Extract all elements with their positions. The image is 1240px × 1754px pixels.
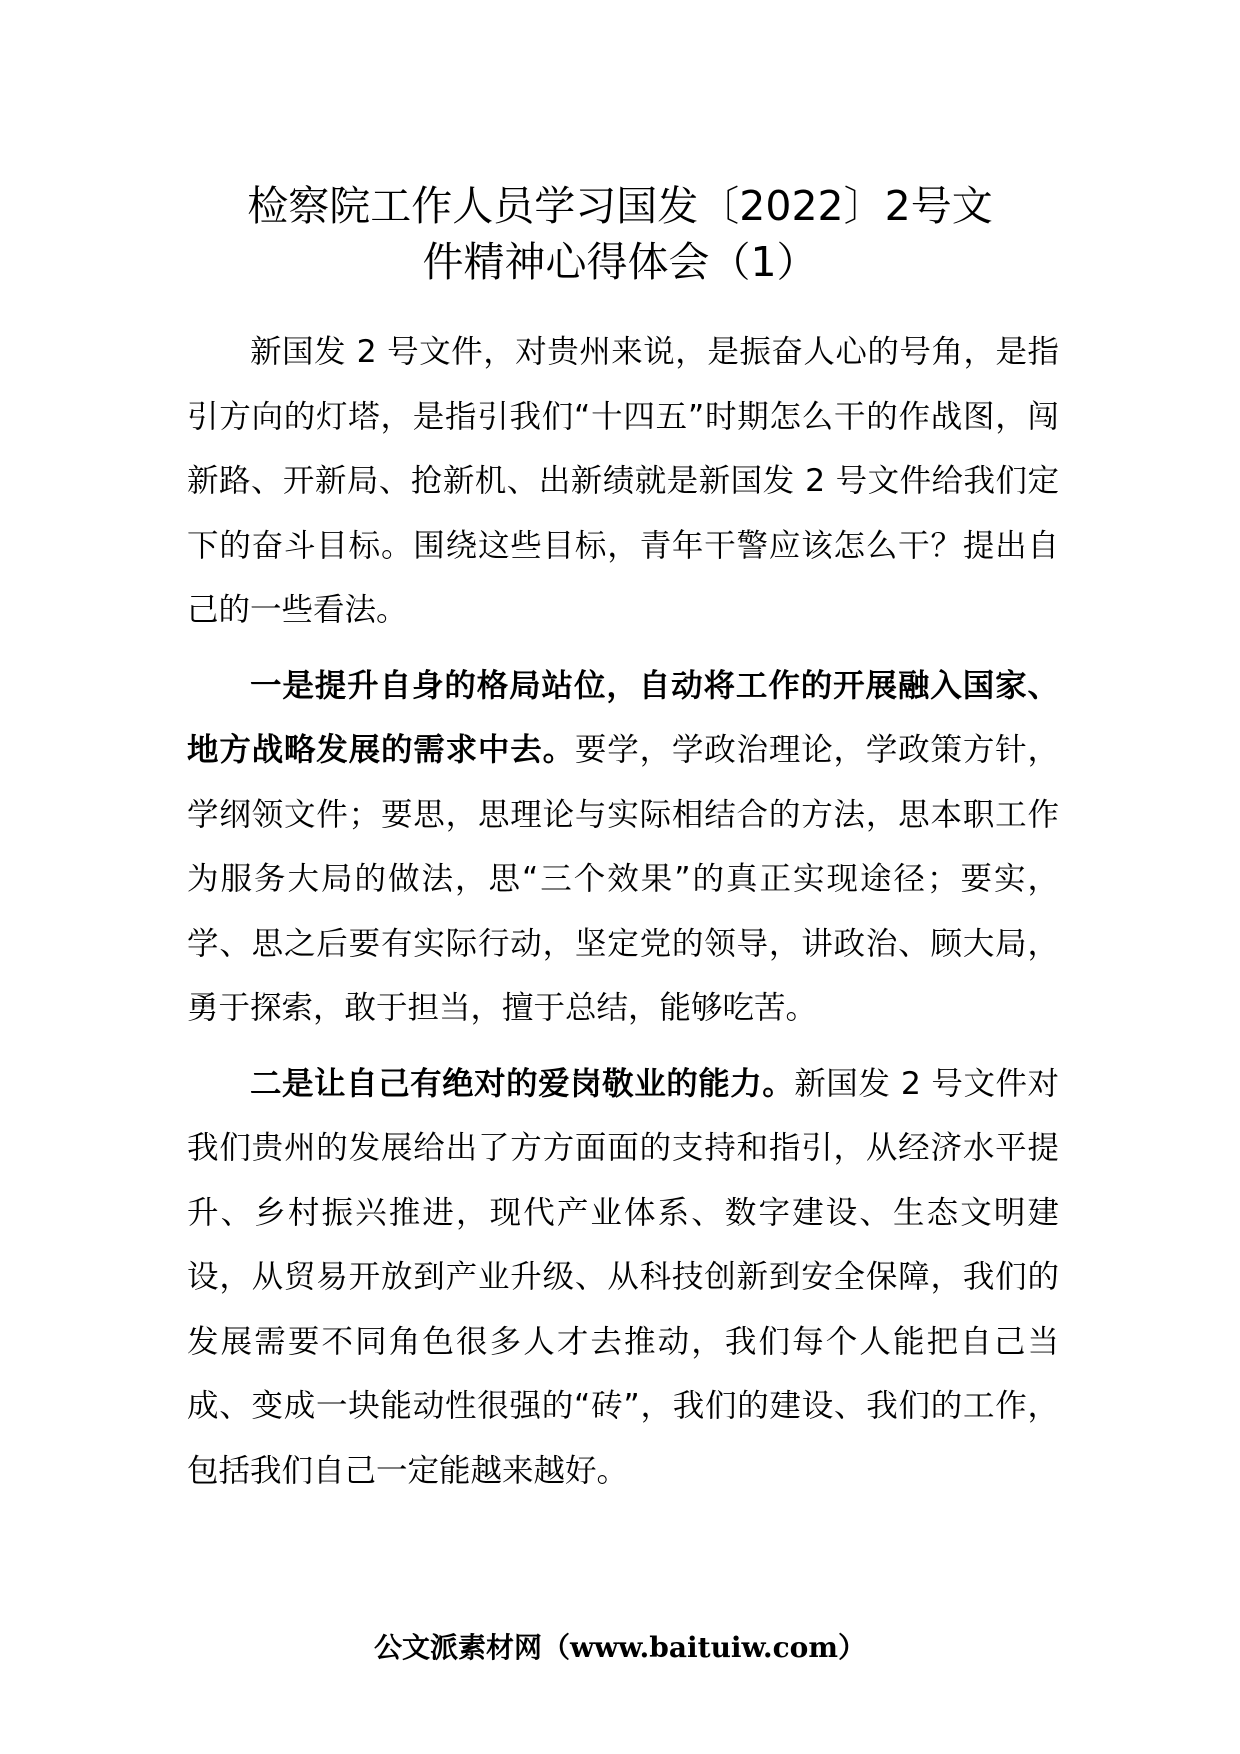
page-footer: 公文派素材网（www.baituiw.com）: [374, 1631, 866, 1664]
paragraph-lead: 二是让自己有绝对的爱岗敬业的能力。: [250, 1065, 795, 1102]
paragraph-point-one: [187, 654, 1059, 1041]
paragraph-text: 新国发 2 号文件对我们贵州的发展给出了方方面面的支持和指引，从经济水平提升、乡村振兴推进，现代产业体系、数字建设、生态文明建设，从贸易开放到产业升级、从科技创新到安全保障，我们的发展需要不同角色很多人才去推动，我们每个人能把自己当成、变成一块能动性很强的“砖”，我们的建设、我们的工作，包括我们自己一定能越来越好。: [187, 1065, 1059, 1489]
document-body: [187, 320, 1059, 1503]
paragraph-point-two: [187, 1052, 1059, 1504]
page-title: [150, 178, 1090, 290]
paragraph-intro: [187, 320, 1059, 643]
paragraph-lead: 一是提升自身的格局站位，自动将工作的开展融入国家、地方战略发展的需求中去。: [187, 667, 1059, 768]
paragraph-text: 新国发 2 号文件，对贵州来说，是振奋人心的号角，是指引方向的灯塔，是指引我们“十四五”时期怎么干的作战图，闯新路、开新局、抢新机、出新绩就是新国发 2 号文件给我们定下的奋斗目标。围绕这些目标，青年干警应该怎么干？提出自己的一些看法。: [187, 334, 1059, 628]
title-line-2: 件精神心得体会（1）: [422, 238, 818, 286]
title-line-1: 检察院工作人员学习国发〔2022〕2号文: [247, 182, 993, 230]
paragraph-text: 要学，学政治理论，学政策方针，学纲领文件；要思，思理论与实际相结合的方法，思本职工作为服务大局的做法，思“三个效果”的真正实现途径；要实，学、思之后要有实际行动，坚定党的领导，讲政治、顾大局，勇于探索，敢于担当，擅于总结，能够吃苦。: [187, 732, 1059, 1026]
